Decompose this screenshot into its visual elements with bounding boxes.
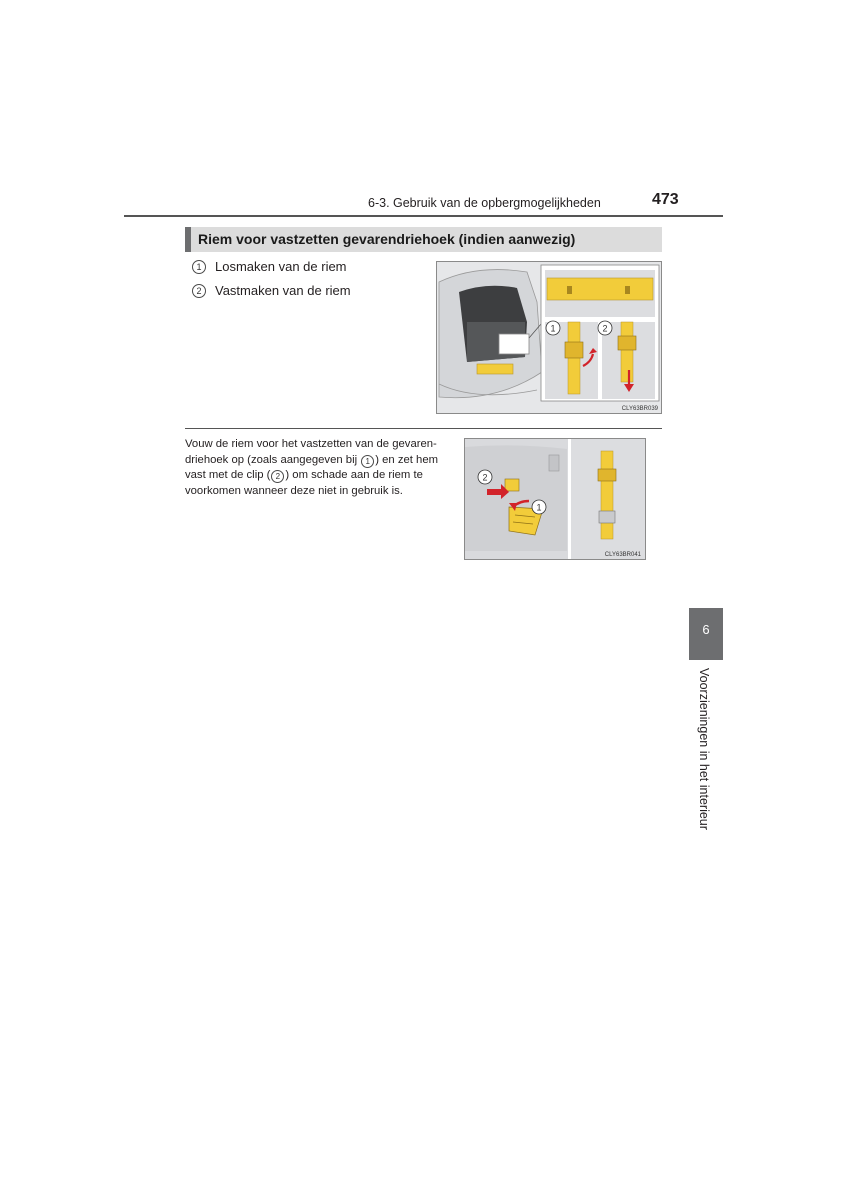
section-divider (185, 428, 662, 429)
instruction-text-part2: ) en zet hem vast met de clip ( (185, 453, 439, 481)
inline-callout-2: 2 (271, 470, 284, 483)
callout-number-1: 1 (192, 260, 206, 274)
figure-trunk-strap-illustration (436, 261, 662, 414)
legend-label-fasten: Vastmaken van de riem (215, 283, 351, 298)
chapter-number: 6 (702, 622, 710, 637)
figure1-callout-1: 1 (550, 323, 556, 334)
section-heading-bar (185, 227, 662, 252)
section-title: Riem voor vastzetten gevarendriehoek (indien aanwezig) (198, 231, 576, 247)
legend-item-fasten (192, 283, 351, 298)
inline-callout-1: 1 (361, 455, 374, 468)
callout-number-2: 2 (192, 284, 206, 298)
chapter-side-label: Voorzieningen in het interieur (697, 668, 711, 830)
strap-clip-drawing (465, 439, 645, 559)
figure1-callout-2: 2 (602, 323, 608, 334)
instruction-paragraph (185, 437, 450, 499)
page-number: 473 (652, 191, 679, 208)
figure2-callout-2: 2 (482, 472, 488, 483)
trunk-strap-drawing (437, 262, 661, 413)
chapter-tab (689, 608, 723, 660)
legend-label-release: Losmaken van de riem (215, 259, 347, 274)
figure1-code: CLY63BR039 (621, 406, 658, 412)
header-divider (124, 215, 723, 217)
instruction-text-part3: ) om schade aan de riem te voorkomen wanneer deze niet in gebruik is. (185, 469, 423, 497)
running-header-title: 6-3. Gebruik van de opbergmogelijkheden (368, 196, 601, 210)
figure2-code: CLY63BR041 (604, 552, 641, 558)
figure-strap-clip-illustration (464, 438, 646, 560)
figure2-callout-1: 1 (536, 502, 542, 513)
legend-item-release (192, 259, 347, 274)
instruction-text-part1: Vouw de riem voor het vastzetten van de gevaren-driehoek op (zoals aangegeven bij (185, 438, 437, 466)
